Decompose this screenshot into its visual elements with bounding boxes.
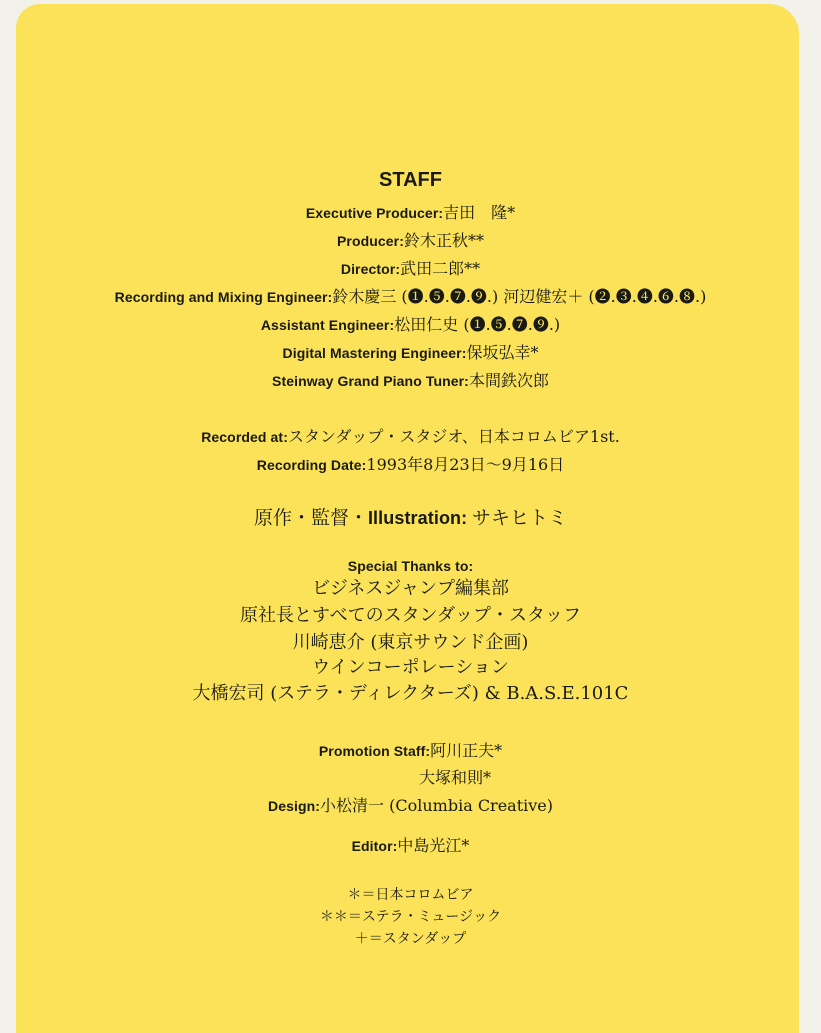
credit-value: 保坂弘幸* (466, 343, 539, 362)
promotion-label: Promotion Staff: (318, 743, 431, 759)
design-label: Design: (267, 798, 321, 814)
credit-piano-tuner (0, 371, 821, 391)
credit-label: Steinway Grand Piano Tuner: (272, 373, 469, 389)
credit-value: 鈴木正秋** (404, 231, 485, 250)
thanks-line: ウインコーポレーション (312, 657, 509, 678)
staff-title: STAFF (379, 169, 442, 191)
recorded-at (0, 427, 821, 447)
promotion-value: 阿川正夫* (430, 741, 503, 760)
legend-line: ＊＊＝ステラ・ミュージック (319, 909, 502, 925)
legend-line: ＋＝スタンダップ (354, 931, 467, 947)
original-value: サキヒトミ (472, 507, 568, 529)
editor-label: Editor: (351, 838, 398, 854)
credit-label: Digital Mastering Engineer: (282, 345, 467, 361)
credit-assistant-engineer (0, 315, 821, 335)
credit-executive-producer (0, 203, 821, 223)
legend-line: ＊＝日本コロムビア (347, 887, 474, 903)
credit-recording-mixing-engineer (0, 287, 821, 307)
recording-date-label: Recording Date: (256, 457, 367, 473)
credit-label: Director: (340, 261, 401, 277)
promotion-staff (0, 741, 821, 761)
credit-label: Executive Producer: (305, 205, 444, 221)
credit-director (0, 259, 821, 279)
editor-credit (0, 836, 821, 856)
design-value: 小松清一 (Columbia Creative) (320, 796, 554, 815)
recording-date-value: 1993年8月23日～9月16日 (366, 455, 565, 474)
original-label: Illustration: (367, 508, 468, 528)
promotion-staff-second (419, 768, 491, 788)
recording-date (0, 455, 821, 475)
credit-value: 松田仁史 (❶.❺.❼.❾.) (394, 315, 561, 334)
credit-label: Assistant Engineer: (260, 317, 395, 333)
thanks-line: 大橋宏司 (ステラ・ディレクターズ) & B.A.S.E.101C (192, 683, 629, 704)
thanks-line: ビジネスジャンプ編集部 (311, 578, 510, 599)
design-credit (0, 796, 821, 816)
special-thanks-label: Special Thanks to: (347, 558, 474, 574)
thanks-line: 川崎恵介 (東京サウンド企画) (292, 632, 529, 653)
credit-label: Producer: (336, 233, 404, 249)
recorded-at-value: スタンダップ・スタジオ、日本コロムビア1st. (287, 427, 620, 446)
original-illustration-credit (0, 505, 821, 532)
credit-digital-mastering-engineer (0, 343, 821, 363)
credit-value: 武田二郎** (400, 259, 481, 278)
special-thanks-heading (0, 556, 821, 576)
credit-value: 鈴木慶三 (❶.❺.❼.❾.) 河辺健宏＋ (❷.❸.❹.❻.❽.) (332, 287, 707, 306)
promotion-value-2: 大塚和則* (419, 768, 492, 787)
original-prefix: 原作・監督・ (253, 507, 368, 529)
credit-value: 吉田 隆* (443, 203, 516, 222)
credit-producer (0, 231, 821, 251)
thanks-line: 原社長とすべてのスタンダップ・スタッフ (240, 605, 581, 626)
recorded-at-label: Recorded at: (201, 429, 288, 445)
credit-label: Recording and Mixing Engineer: (114, 289, 333, 305)
editor-value: 中島光江* (397, 836, 470, 855)
credit-value: 本間鉄次郎 (468, 371, 549, 390)
